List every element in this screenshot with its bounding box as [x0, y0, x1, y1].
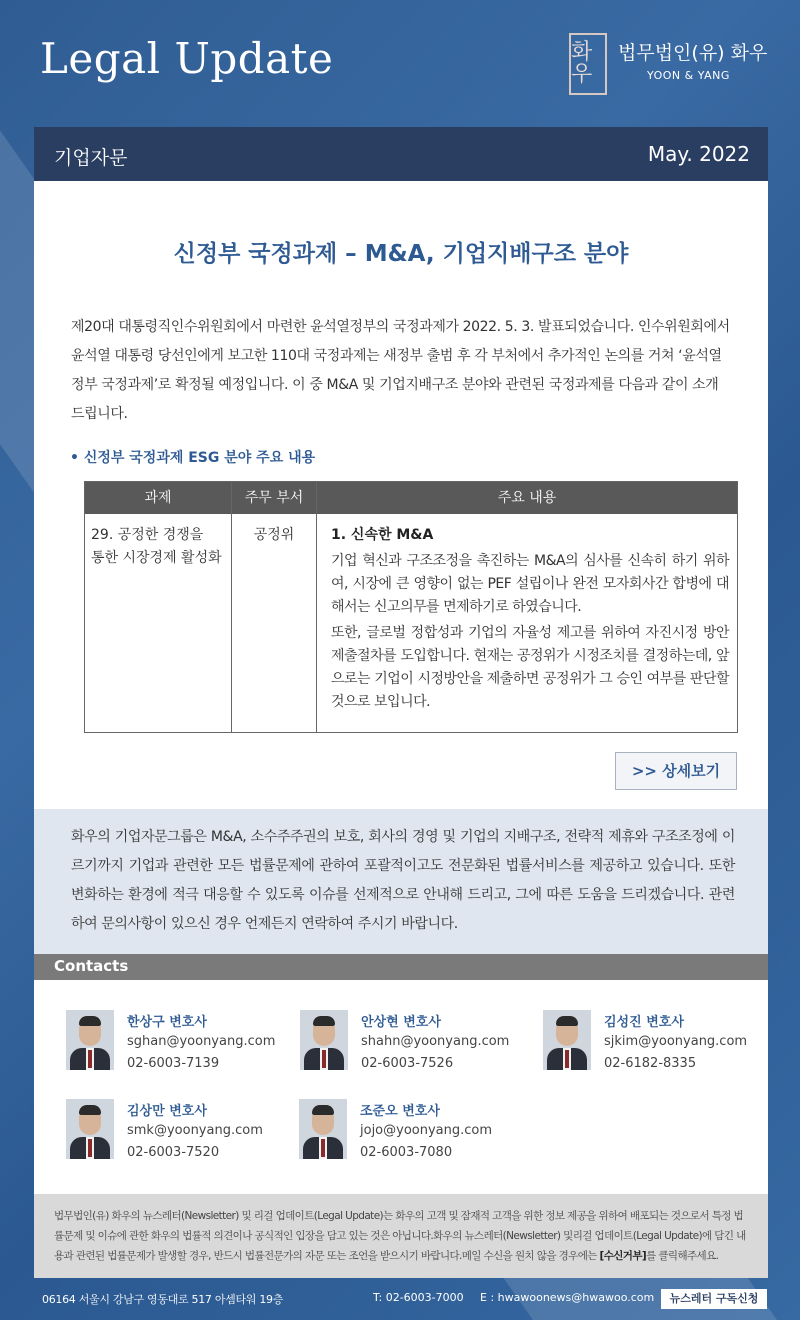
logo-glyph: 화우	[571, 40, 593, 87]
content-paragraph-2: 또한, 글로벌 정합성과 기업의 자율성 제고를 위하여 자진시정 방안 제출절차를 도입합니다. 현재는 공정위가 시정조치를 결정하는데, 앞으로는 기업이 시정방안을 제출하면 공정위가 그 승인 여부를 판단할 것으로 보입니다.	[331, 625, 729, 710]
policy-table	[84, 481, 738, 733]
contacts-bar	[34, 954, 768, 980]
avatar	[300, 1010, 348, 1070]
unsubscribe-link[interactable]: [수신거부]	[599, 1250, 647, 1262]
contacts-list	[34, 980, 768, 1194]
avatar	[66, 1099, 114, 1159]
contact-email[interactable]: sghan@yoonyang.com	[127, 1034, 276, 1049]
disclaimer-suffix: 를 클릭해주세요.	[646, 1250, 719, 1262]
header-content: 주요 내용	[497, 490, 557, 506]
subscribe-button[interactable]: 뉴스레터 구독신청	[661, 1289, 767, 1309]
avatar	[299, 1099, 347, 1159]
firm-name-en: YOON & YANG	[647, 69, 730, 82]
article-intro: 제20대 대통령직인수위원회에서 마련한 윤석열정부의 국정과제가 2022. 5. 3. 발표되었습니다. 인수위원회에서 윤석열 대통령 당선인에게 보고한 110대 국정과제는 새정부 출범 후 각 부처에서 추가적인 논의를 거쳐 ‘윤석열 정부 국정과제’로 확정될 예정입니다. 이 중 M&A 및 기업지배구조 분야와 관련된 국정과제를 다음과 같이 소개 드립니다.	[71, 319, 730, 422]
newsletter-title: Legal Update	[40, 34, 334, 83]
contact-card	[66, 1099, 286, 1169]
contact-email[interactable]: sjkim@yoonyang.com	[604, 1034, 748, 1049]
disclaimer-body: 법무법인(유) 화우의 뉴스레터(Newsletter) 및 리걸 업데이트(Legal Update)는 화우의 고객 및 잠재적 고객을 위한 정보 제공을 위하여 배포되는 것으로서 특정 법률문제 및 이슈에 관한 화우의 법률적 의견이나 공식적인 입장을 담고 있는 것은 아닙니다.화우의 뉴스레터(Newsletter) 및리걸 업데이트(Legal Update)에 담긴 내용과 관련된 법률문제가 발생할 경우, 반드시 법률전문가의 자문 또는 조언을 받으시기 바랍니다.메일 수신을 원치 않을 경우에는	[54, 1210, 746, 1262]
contact-phone: 02-6182-8335	[604, 1056, 697, 1071]
dept-cell: 공정위	[253, 527, 295, 543]
category-label: 기업자문	[54, 147, 128, 169]
contact-name: 한상구 변호사	[127, 1015, 207, 1030]
article-content	[34, 181, 768, 809]
contact-card	[543, 1010, 763, 1080]
content-heading: 1. 신속한 M&A	[331, 527, 434, 543]
header-dept: 주무 부서	[244, 490, 304, 506]
contact-card	[299, 1099, 519, 1169]
avatar	[66, 1010, 114, 1070]
column-divider	[316, 482, 317, 732]
contact-phone: 02-6003-7520	[127, 1145, 220, 1160]
contact-phone: 02-6003-7139	[127, 1056, 220, 1071]
footer	[0, 1278, 800, 1320]
contacts-label: Contacts	[54, 957, 129, 975]
column-divider	[231, 482, 232, 732]
footer-email[interactable]: E : hwawoonews@hwawoo.com	[480, 1291, 655, 1304]
contact-email[interactable]: jojo@yoonyang.com	[360, 1123, 493, 1138]
contact-name: 안상현 변호사	[361, 1015, 441, 1030]
content-paragraph-1: 기업 혁신과 구조조정을 촉진하는 M&A의 심사를 신속히 하기 위하여, 시장에 큰 영향이 없는 PEF 설립이나 완전 모자회사간 합병에 대해서는 신고의무를 면제하기로 하였습니다.	[331, 553, 729, 615]
firm-name: 법무법인(유) 화우	[618, 42, 768, 64]
issue-date: May. 2022	[647, 142, 750, 166]
details-button[interactable]: >> 상세보기	[615, 752, 737, 790]
contact-card	[66, 1010, 286, 1080]
practice-info	[34, 809, 768, 954]
footer-address: 06164 서울시 강남구 영동대로 517 아셈타워 19층	[42, 1293, 284, 1306]
avatar	[543, 1010, 591, 1070]
footer-tel: T: 02-6003-7000	[373, 1291, 464, 1304]
contact-name: 김상만 변호사	[127, 1104, 207, 1119]
disclaimer	[34, 1194, 768, 1278]
practice-info-text: 화우의 기업자문그룹은 M&A, 소수주주권의 보호, 회사의 경영 및 기업의 지배구조, 전략적 제휴와 구조조정에 이르기까지 기업과 관련한 모든 법률문제에 관하여 포괄적이고도 전문화된 법률서비스를 제공하고 있습니다. 또한 변화하는 환경에 적극 대응할 수 있도록 이슈를 선제적으로 안내해 드리고, 그에 따른 도움을 드리겠습니다. 관련하여 문의사항이 있으신 경우 언제든지 연락하여 주시기 바랍니다.	[71, 829, 735, 932]
contact-email[interactable]: shahn@yoonyang.com	[361, 1034, 510, 1049]
category-banner	[34, 127, 768, 181]
contact-phone: 02-6003-7080	[360, 1145, 453, 1160]
header-task: 과제	[144, 490, 172, 506]
contact-card	[300, 1010, 520, 1080]
table-header	[85, 482, 737, 514]
task-cell: 29. 공정한 경쟁을 통한 시장경제 활성화	[91, 527, 222, 566]
section-bullet: • 신정부 국정과제 ESG 분야 주요 내용	[70, 450, 316, 466]
article-title: 신정부 국정과제 – M&A, 기업지배구조 분야	[173, 241, 629, 267]
header	[0, 0, 800, 125]
firm-logo	[569, 33, 607, 95]
contact-phone: 02-6003-7526	[361, 1056, 454, 1071]
disclaimer-text	[54, 1206, 750, 1266]
contact-name: 김성진 변호사	[604, 1015, 684, 1030]
contact-name: 조준오 변호사	[360, 1104, 440, 1119]
contact-email[interactable]: smk@yoonyang.com	[127, 1123, 263, 1138]
